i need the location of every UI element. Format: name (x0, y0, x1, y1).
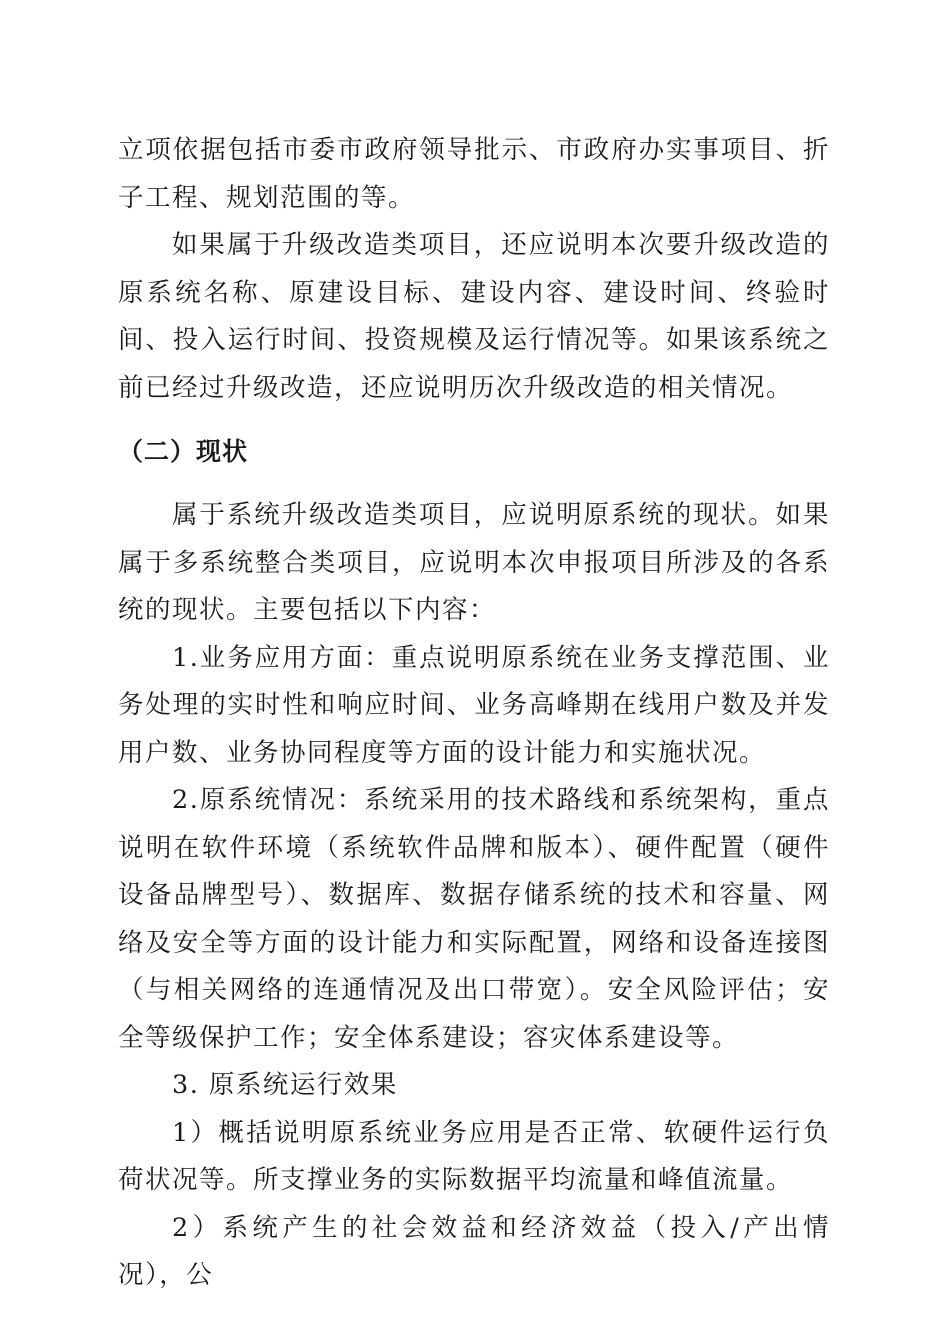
paragraph-operation-item-1: 1）概括说明原系统业务应用是否正常、软硬件运行负荷状况等。所支撑业务的实际数据平均流量和峰值流量。 (118, 1117, 830, 1195)
paragraph-upgrade-projects: 如果属于升级改造类项目，还应说明本次要升级改造的原系统名称、原建设目标、建设内容、建设时间、终验时间、投入运行时间、投资规模及运行情况等。如果该系统之前已经过升级改造，还应说明历次升级改造的相关情况。 (118, 230, 830, 403)
paragraph-operation-item-2: 2）系统产生的社会效益和经济效益（投入/产出情况），公 (118, 1212, 830, 1290)
paragraph-project-basis: 立项依据包括市委市政府领导批示、市政府办实事项目、折子工程、规划范围的等。 (118, 135, 830, 213)
paragraph-business-application: 1.业务应用方面：重点说明原系统在业务支撑范围、业务处理的实时性和响应时间、业务高峰期在线用户数及并发用户数、业务协同程度等方面的设计能力和实施状况。 (118, 642, 830, 768)
document-body (118, 127, 830, 1300)
section-heading-current-status: （二）现状 (118, 437, 249, 466)
paragraph-operation-effect-title: 3. 原系统运行效果 (172, 1070, 398, 1100)
paragraph-status-intro: 属于系统升级改造类项目，应说明原系统的现状。如果属于多系统整合类项目，应说明本次申报项目所涉及的各系统的现状。主要包括以下内容： (118, 500, 830, 625)
paragraph-original-system: 2.原系统情况：系统采用的技术路线和系统架构，重点说明在软件环境（系统软件品牌和版本）、硬件配置（硬件设备品牌型号）、数据库、数据存储系统的技术和容量、网络及安全等方面的设计能力和实际配置，网络和设备连接图（与相关网络的连通情况及出口带宽）。安全风险评估；安全等级保护工作；安全体系建设；容灾体系建设等。 (118, 785, 830, 1053)
